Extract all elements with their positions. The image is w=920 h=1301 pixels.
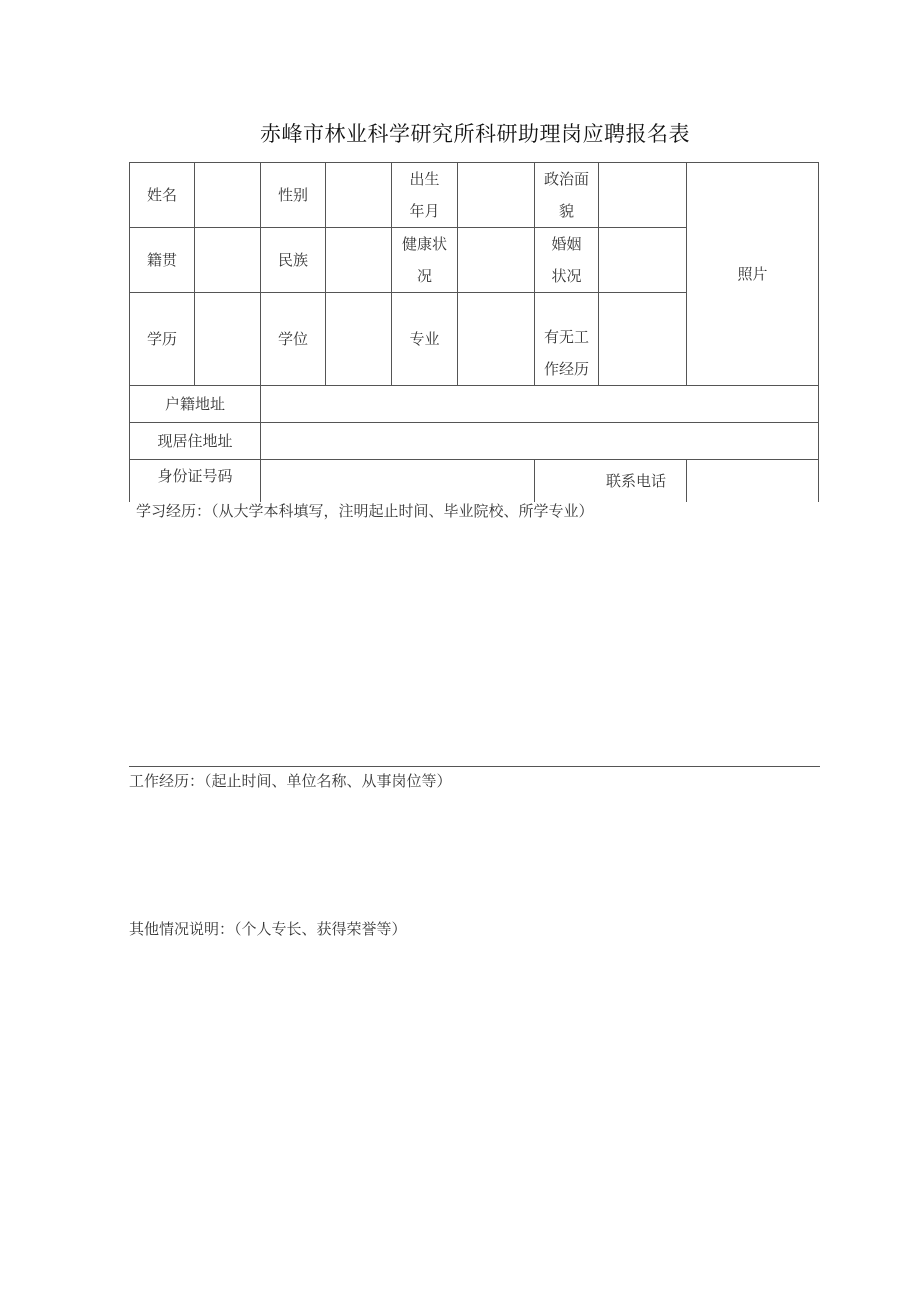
phone-label: 联系电话 [535, 460, 687, 502]
native-place-field[interactable] [195, 228, 261, 293]
work-exp-flag-label-text: 有无工作经历 [543, 328, 589, 378]
degree-field[interactable] [326, 293, 392, 386]
household-address-field[interactable] [261, 386, 819, 423]
photo-cell[interactable]: 照片 [687, 163, 819, 386]
gender-field[interactable] [326, 163, 392, 228]
page-title: 赤峰市林业科学研究所科研助理岗应聘报名表 [260, 122, 690, 146]
health-label-text: 健康状况 [401, 235, 447, 285]
major-field[interactable] [458, 293, 535, 386]
id-number-field[interactable] [261, 460, 535, 502]
name-label: 姓名 [130, 163, 195, 228]
political-label-text: 政治面貌 [543, 170, 589, 220]
political-label [535, 163, 599, 228]
section-divider [129, 766, 820, 767]
ethnicity-label: 民族 [261, 228, 326, 293]
id-number-label: 身份证号码 [130, 460, 261, 502]
current-address-label: 现居住地址 [130, 423, 261, 460]
health-label [392, 228, 458, 293]
study-history-label: 学习经历：（从大学本科填写，注明起止时间、毕业院校、所学专业） [136, 502, 594, 520]
birth-field[interactable] [458, 163, 535, 228]
work-exp-flag-field[interactable] [599, 293, 687, 386]
marital-label-text: 婚姻状况 [551, 235, 582, 285]
phone-field[interactable] [687, 460, 819, 502]
education-label: 学历 [130, 293, 195, 386]
health-field[interactable] [458, 228, 535, 293]
degree-label: 学位 [261, 293, 326, 386]
name-field[interactable] [195, 163, 261, 228]
political-field[interactable] [599, 163, 687, 228]
work-history-label: 工作经历：（起止时间、单位名称、从事岗位等） [129, 772, 452, 790]
application-form-table [129, 162, 819, 502]
household-address-label: 户籍地址 [130, 386, 261, 423]
ethnicity-field[interactable] [326, 228, 392, 293]
marital-label [535, 228, 599, 293]
birth-label-text: 出生年月 [409, 170, 440, 220]
gender-label: 性别 [261, 163, 326, 228]
other-info-label: 其他情况说明：（个人专长、获得荣誉等） [129, 920, 407, 938]
major-label: 专业 [392, 293, 458, 386]
current-address-field[interactable] [261, 423, 819, 460]
education-field[interactable] [195, 293, 261, 386]
birth-label [392, 163, 458, 228]
marital-field[interactable] [599, 228, 687, 293]
native-place-label: 籍贯 [130, 228, 195, 293]
work-exp-flag-label [535, 293, 599, 386]
